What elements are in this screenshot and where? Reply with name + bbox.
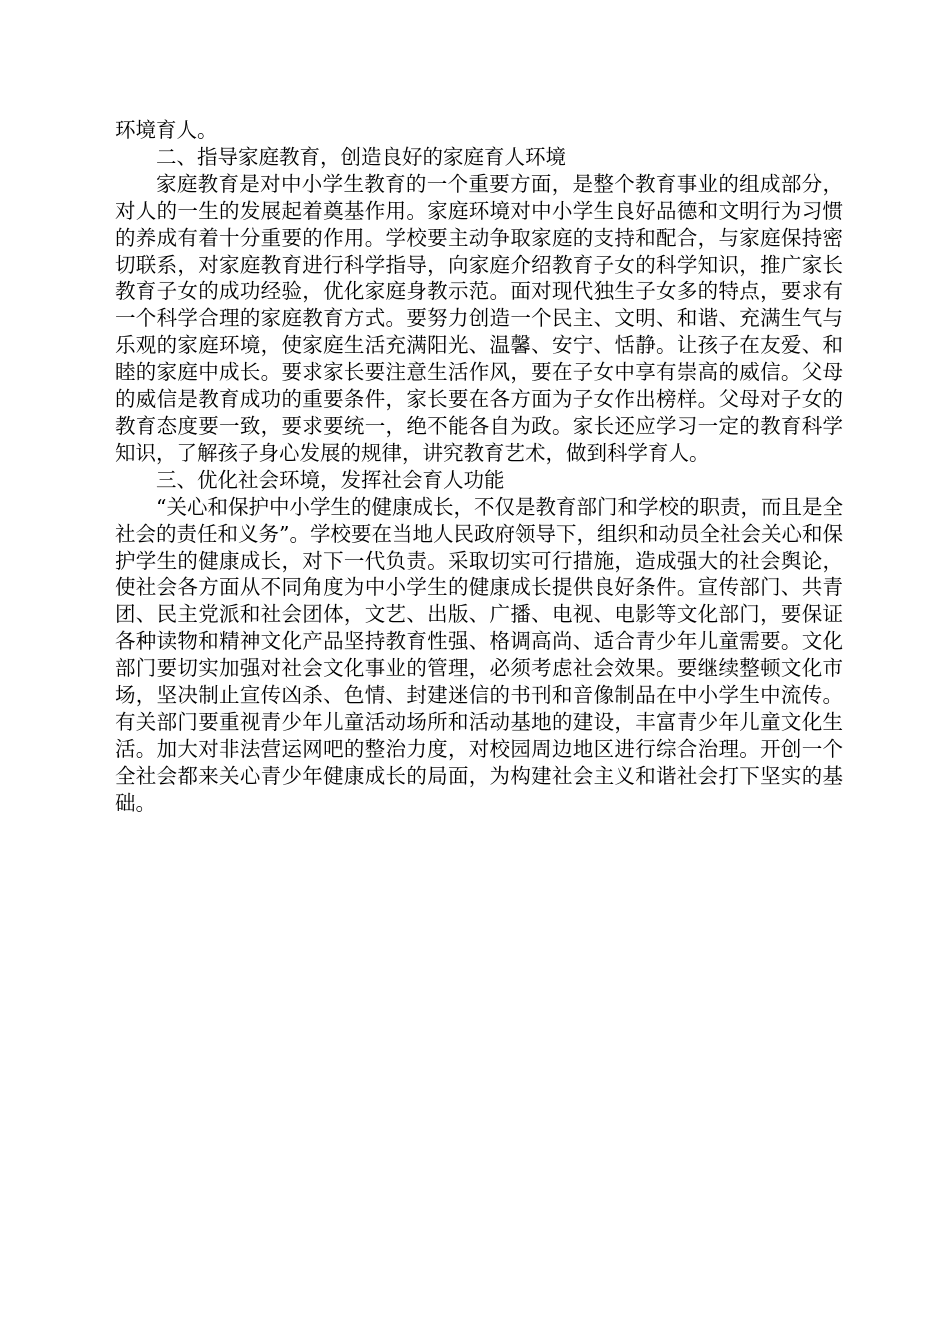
- paragraph-family-education: 家庭教育是对中小学生教育的一个重要方面，是整个教育事业的组成部分，对人的一生的发展起着奠基作用。家庭环境对中小学生良好品德和文明行为习惯的养成有着十分重要的作用。学校要主动争取家庭的支持和配合，与家庭保持密切联系，对家庭教育进行科学指导，向家庭介绍教育子女的科学知识，推广家长教育子女的成功经验，优化家庭身教示范。面对现代独生子女多的特点，要求有一个科学合理的家庭教育方式。要努力创造一个民主、文明、和谐、充满生气与乐观的家庭环境，使家庭生活充满阳光、温馨、安宁、恬静。让孩子在友爱、和睦的家庭中成长。要求家长要注意生活作风，要在子女中享有崇高的威信。父母的威信是教育成功的重要条件，家长要在各方面为子女作出榜样。父母对子女的教育态度要一致，要求要统一，绝不能各自为政。家长还应学习一定的教育科学知识，了解孩子身心发展的规律，讲究教育艺术，做到科学育人。: [115, 171, 843, 465]
- section-heading-3: 三、优化社会环境，发挥社会育人功能: [156, 467, 505, 492]
- section-heading-2: 二、指导家庭教育，创造良好的家庭育人环境: [156, 144, 566, 169]
- paragraph-social-environment: “关心和保护中小学生的健康成长，不仅是教育部门和学校的职责，而且是全社会的责任和义务”。学校要在当地人民政府领导下，组织和动员全社会关心和保护学生的健康成长，对下一代负责。采取切实可行措施，造成强大的社会舆论，使社会各方面从不同角度为中小学生的健康成长提供良好条件。宣传部门、共青团、民主党派和社会团体，文艺、出版、广播、电视、电影等文化部门，要保证各种读物和精神文化产品坚持教育性强、格调高尚、适合青少年儿童需要。文化部门要切实加强对社会文化事业的管理，必须考虑社会效果。要继续整顿文化市场，坚决制止宣传凶杀、色情、封建迷信的书刊和音像制品在中小学生中流传。有关部门要重视青少年儿童活动场所和活动基地的建设，丰富青少年儿童文化生活。加大对非法营运网吧的整治力度，对校园周边地区进行综合治理。开创一个全社会都来关心青少年健康成长的局面，为构建社会主义和谐社会打下坚实的基础。: [115, 494, 843, 815]
- paragraph-continuation: 环境育人。: [115, 118, 218, 142]
- document-body: [115, 117, 843, 817]
